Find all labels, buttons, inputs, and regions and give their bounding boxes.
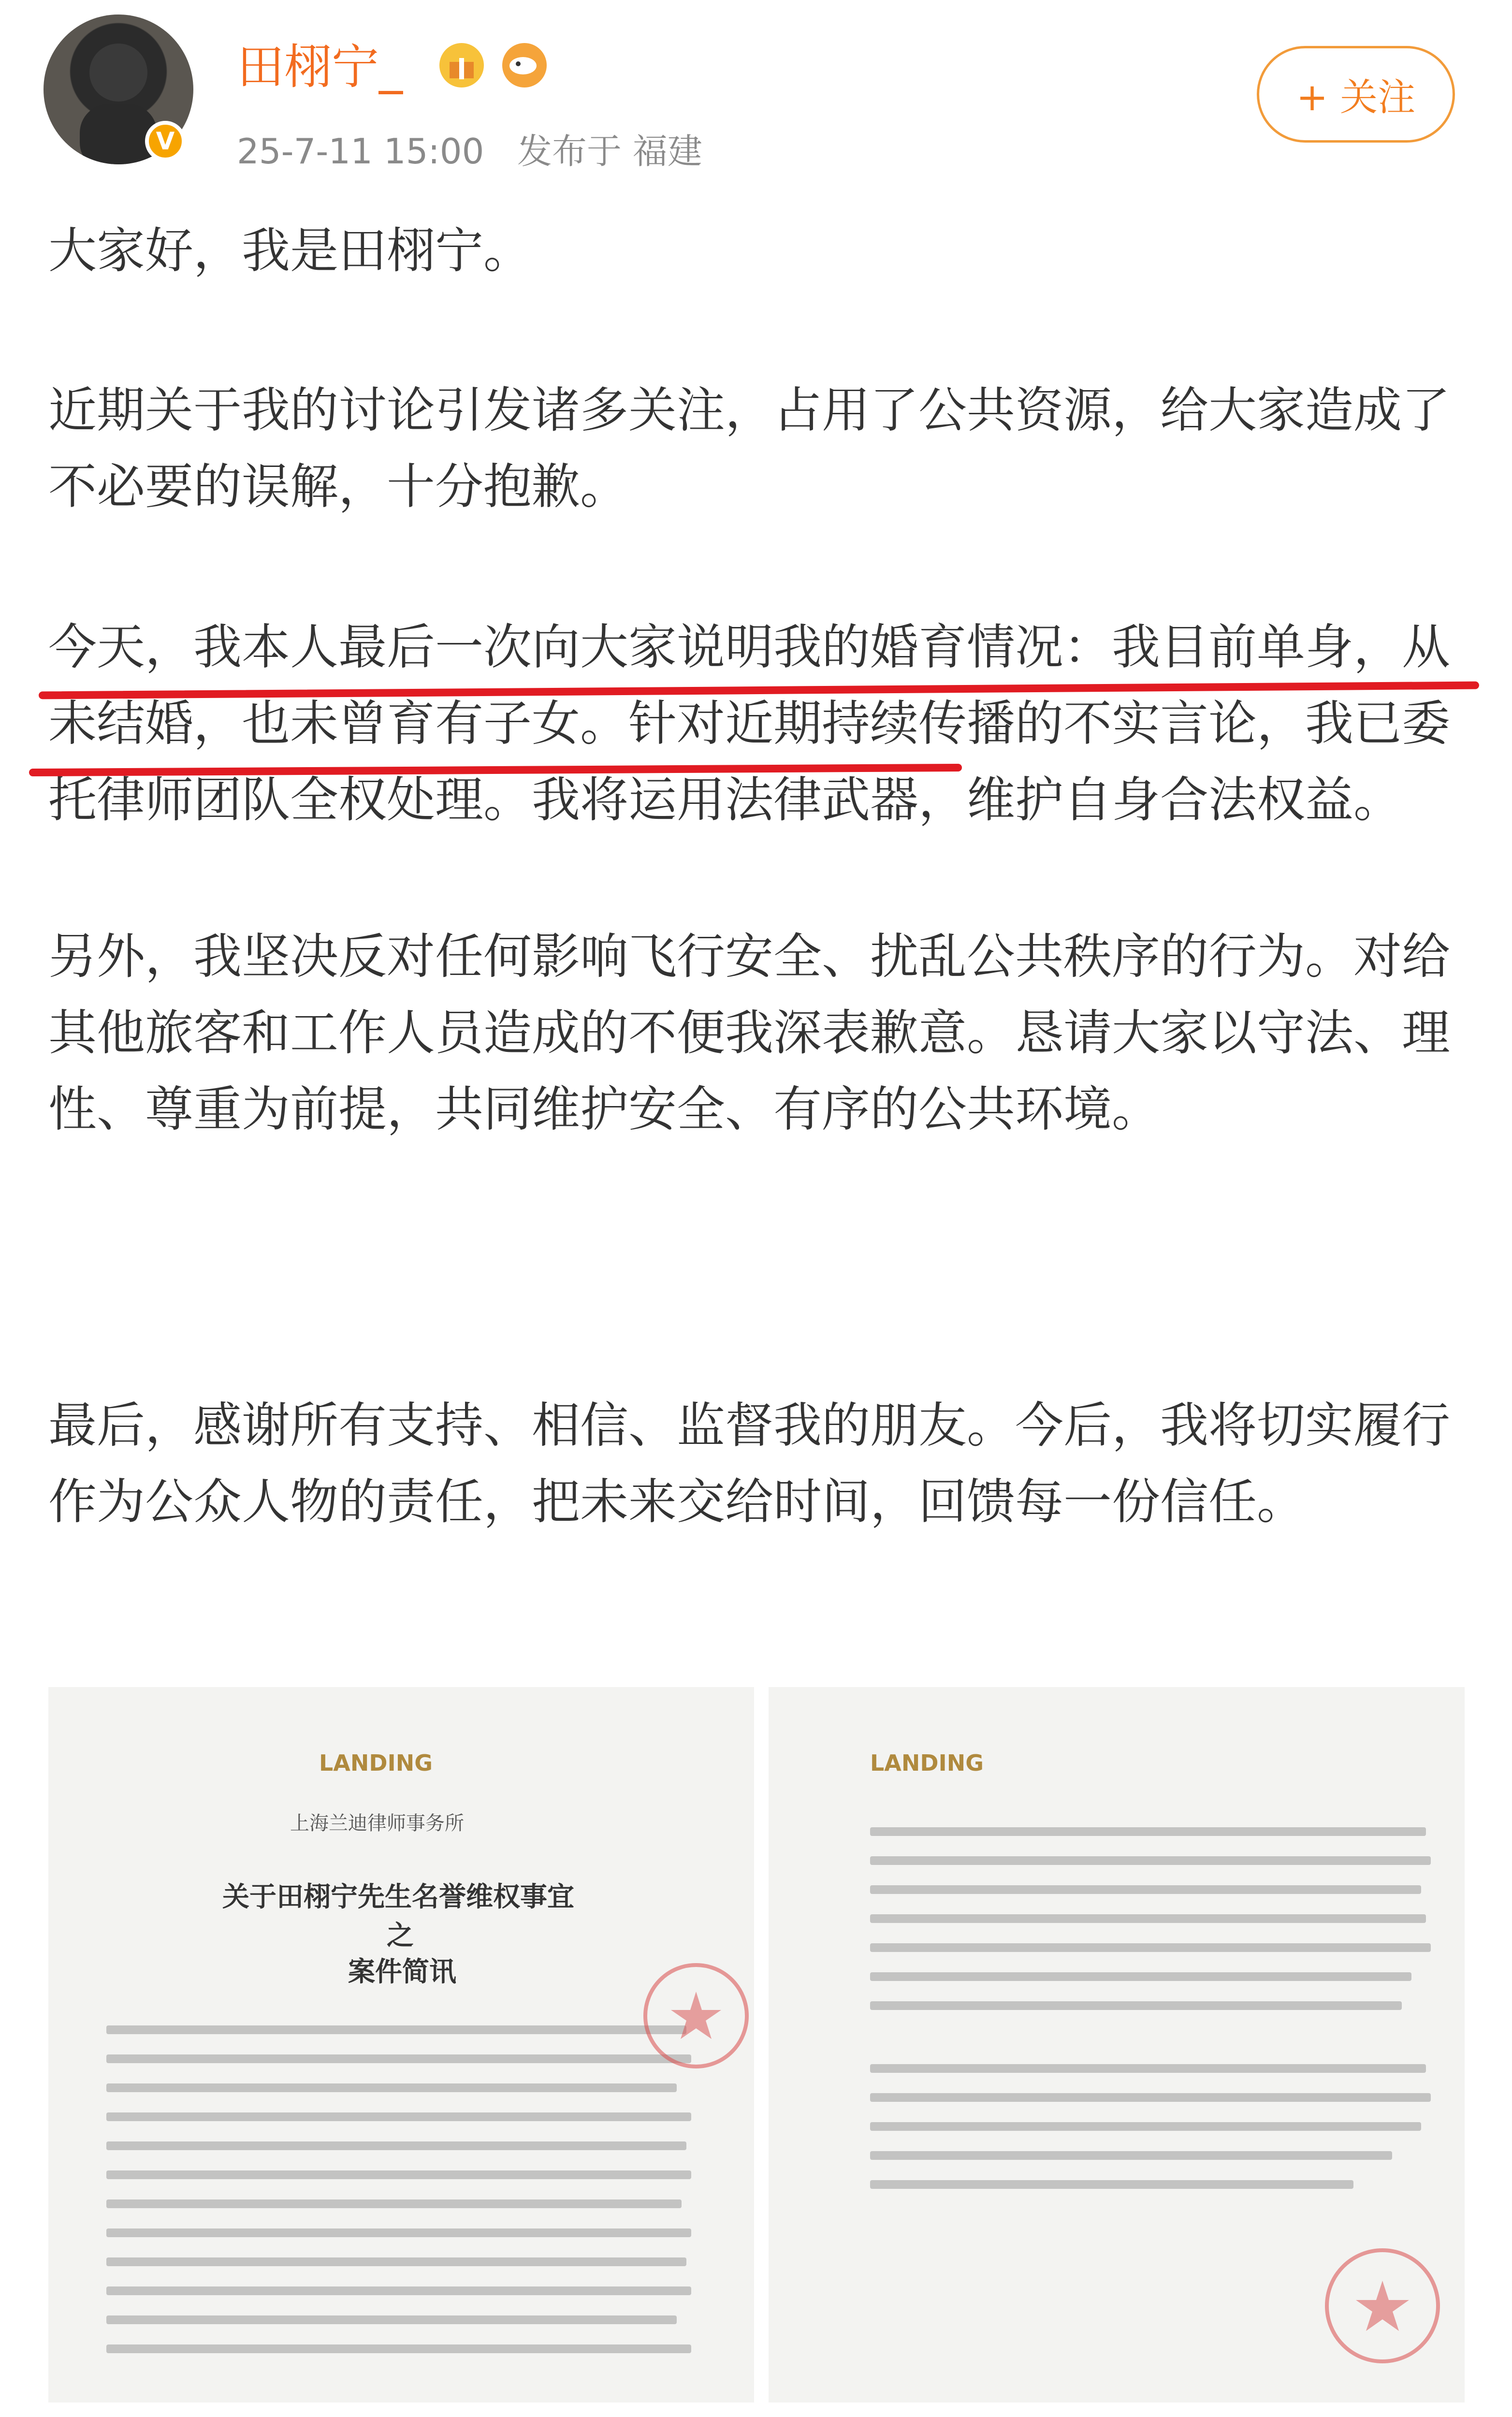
post1-paragraph-2: 近期关于我的讨论引发诸多关注，占用了公共资源，给大家造成了不必要的误解，十分抱歉。 [48, 382, 1450, 515]
follow-button[interactable]: + 关注 [1257, 46, 1455, 143]
verified-badge-icon: V [145, 121, 186, 161]
gift-badge-icon [435, 39, 488, 92]
doc1-brand: LANDING [319, 1750, 433, 1776]
legal-document-page-1[interactable] [48, 1687, 754, 2402]
post1-meta: 25-7-11 15:00 发布于 福建 [237, 131, 702, 172]
post1-paragraph-5: 最后，感谢所有支持、相信、监督我的朋友。今后，我将切实履行作为公众人物的责任，把未来交给时间，回馈每一份信任。 [48, 1397, 1450, 1530]
seal-stamp-icon [638, 1958, 754, 2074]
doc2-brand: LANDING [870, 1750, 984, 1776]
doc1-firm: 上海兰迪律师事务所 [290, 1812, 464, 1835]
post1-paragraph-1: 大家好，我是田栩宁。 [48, 222, 532, 279]
post1-paragraph-4: 另外，我坚决反对任何影响飞行安全、扰乱公共秩序的行为。对给其他旅客和工作人员造成的不便我深表歉意。恳请大家以守法、理性、尊重为前提，共同维护安全、有序的公共环境。 [48, 928, 1450, 1137]
post1-username[interactable]: 田栩宁_ [237, 40, 403, 95]
post1-paragraph-3: 今天，我本人最后一次向大家说明我的婚育情况：我目前单身，从未结婚，也未曾育有子女。针对近期持续传播的不实言论，我已委托律师团队全权处理。我将运用法律武器，维护自身合法权益。 [48, 619, 1450, 828]
seal-stamp-icon [1320, 2243, 1445, 2369]
doc1-title-1: 关于田栩宁先生名誉维权事宜 [222, 1881, 574, 1913]
legal-document-page-2[interactable] [769, 1687, 1465, 2402]
doc1-title-2: 之 [387, 1920, 414, 1951]
fish-badge-icon [498, 39, 551, 92]
doc1-title-3: 案件简讯 [348, 1956, 456, 1988]
